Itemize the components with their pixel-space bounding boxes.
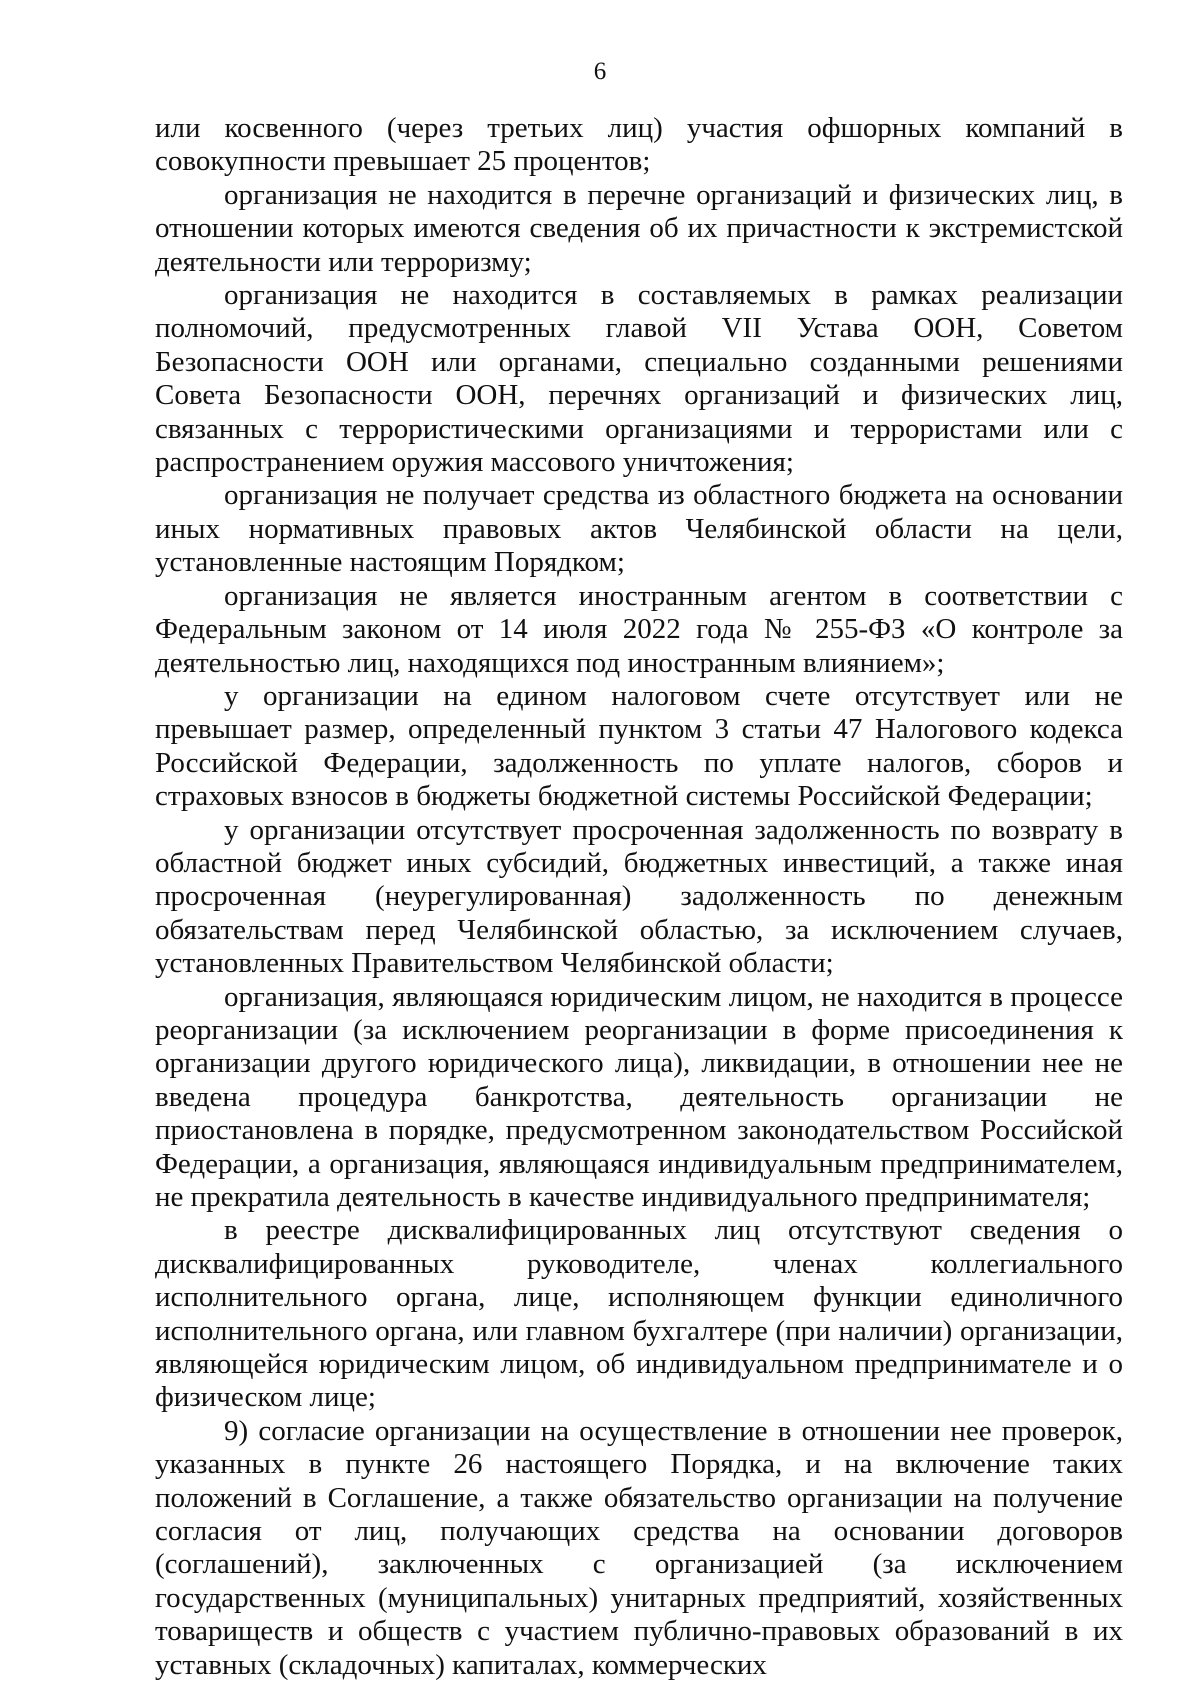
document-body xyxy=(155,112,1123,1682)
paragraph-extremism-list: организация не находится в перечне организаций и физических лиц, в отношении которых имеются сведения об их причастности к экстремистской деятельности или терроризму; xyxy=(155,178,1123,278)
paragraph-foreign-agent: организация не является иностранным агентом в соответствии с Федеральным законом от 14 июля 2022 года № 255-ФЗ «О контроле за деятельностью лиц, находящихся под иностранным влиянием»; xyxy=(155,579,1123,679)
paragraph-disqualified-persons: в реестре дисквалифицированных лиц отсутствуют сведения о дисквалифицированных руководителе, членах коллегиального исполнительного органа, лице, исполняющем функции единоличного исполнительного органа, или главном бухгалтере (при наличии) организации, являющейся юридическим лицом, об индивидуальном предпринимателе и о физическом лице; xyxy=(155,1214,1123,1414)
page-number: 6 xyxy=(593,58,607,85)
paragraph-tax-debt: у организации на едином налоговом счете отсутствует или не превышает размер, определенный пунктом 3 статьи 47 Налогового кодекса Российской Федерации, задолженность по уплате налогов, сборов и страховых взносов в бюджеты бюджетной системы Российской Федерации; xyxy=(155,679,1123,813)
paragraph-reorganization: организация, являющаяся юридическим лицом, не находится в процессе реорганизации (за исключением реорганизации в форме присоединения к организации другого юридического лица), ликвидации, в отношении нее не введена процедура банкротства, деятельность организации не приостановлена в порядке, предусмотренном законодательством Российской Федерации, а организация, являющаяся индивидуальным предпринимателем, не прекратила деятельность в качестве индивидуального предпринимателя; xyxy=(155,980,1123,1213)
paragraph-un-sanctions-list: организация не находится в составляемых в рамках реализации полномочий, предусмотренных главой VII Устава ООН, Советом Безопасности ООН или органами, специально созданными решениями Совета Безопасности ООН, перечнях организаций и физических лиц, связанных с террористическими организациями и террористами или с распространением оружия массового уничтожения; xyxy=(155,279,1123,479)
paragraph-overdue-debt: у организации отсутствует просроченная задолженность по возврату в областной бюджет иных субсидий, бюджетных инвестиций, а также иная просроченная (неурегулированная) задолженность по денежным обязательствам перед Челябинской областью, за исключением случаев, установленных Правительством Челябинской области; xyxy=(155,813,1123,980)
paragraph-item-9-consent: 9) согласие организации на осуществление в отношении нее проверок, указанных в пункте 26 настоящего Порядка, и на включение таких положений в Соглашение, а также обязательство организации на получение согласия от лиц, получающих средства на основании договоров (соглашений), заключенных с организацией (за исключением государственных (муниципальных) унитарных предприятий, хозяйственных товариществ и обществ с участием публично-правовых образований в их уставных (складочных) капиталах, коммерческих xyxy=(155,1414,1123,1681)
paragraph-continuation: или косвенного (через третьих лиц) участия офшорных компаний в совокупности превышает 25 процентов; xyxy=(155,112,1123,178)
paragraph-budget-funds: организация не получает средства из областного бюджета на основании иных нормативных правовых актов Челябинской области на цели, установленные настоящим Порядком; xyxy=(155,479,1123,579)
